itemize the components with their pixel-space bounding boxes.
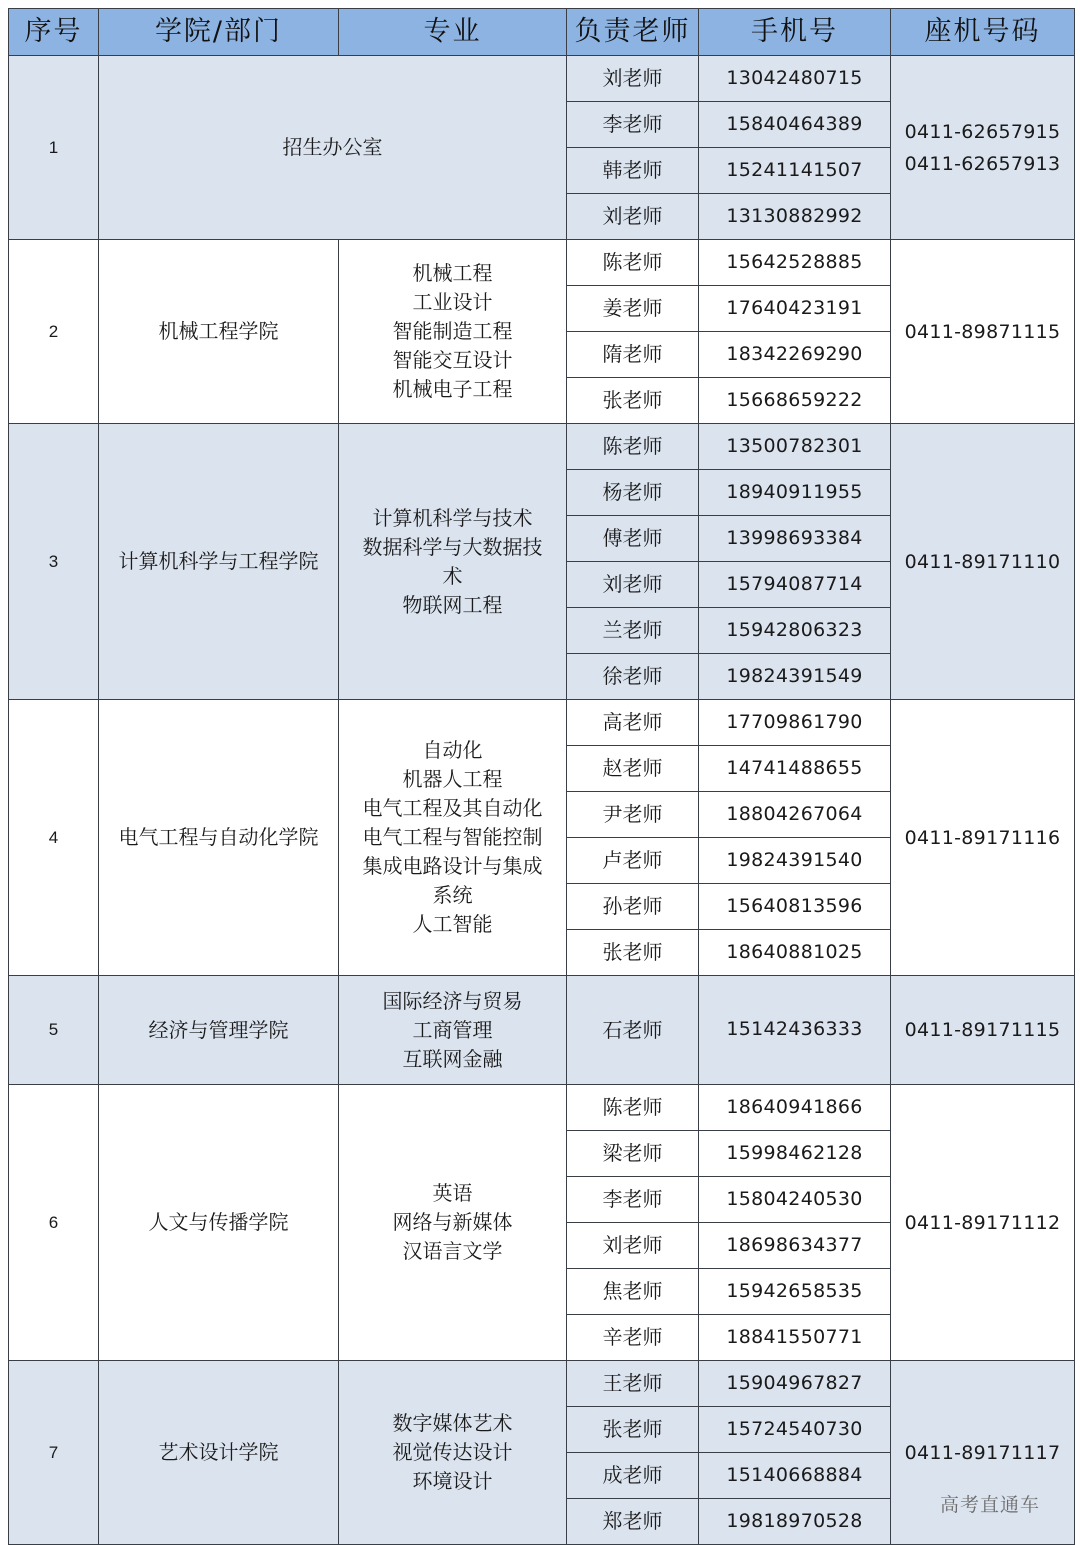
- watermark: 高考直通车: [940, 1494, 1041, 1516]
- teacher-cell: 梁老师: [567, 1131, 699, 1177]
- major-item: 智能交互设计: [392, 348, 513, 372]
- major-item: 视觉传达设计: [392, 1440, 513, 1464]
- teacher-cell: 陈老师: [567, 240, 699, 286]
- teacher-cell: 张老师: [567, 1407, 699, 1453]
- mobile-cell: 19824391540: [699, 838, 891, 884]
- mobile-cell: 15794087714: [699, 562, 891, 608]
- major-item: 系统: [432, 883, 473, 907]
- major-item: 英语: [432, 1181, 473, 1205]
- major-item: 智能制造工程: [392, 319, 513, 343]
- mobile-cell: 18841550771: [699, 1315, 891, 1361]
- major-item: 自动化: [422, 738, 483, 762]
- teacher-cell: 陈老师: [567, 1085, 699, 1131]
- major-item: 人工智能: [412, 912, 493, 936]
- teacher-cell: 郑老师: [567, 1499, 699, 1545]
- major-item: 数据科学与大数据技: [362, 534, 543, 559]
- landline-number: 0411-62657913: [904, 152, 1061, 175]
- major-item: 工商管理: [412, 1017, 493, 1042]
- landline-number: 0411-89171116: [904, 826, 1061, 849]
- mobile-cell: 15140668884: [699, 1453, 891, 1499]
- teacher-cell: 张老师: [567, 930, 699, 976]
- teacher-cell: 李老师: [567, 1177, 699, 1223]
- header-landline: 座机号码: [891, 9, 1075, 56]
- majors-cell: [339, 240, 567, 424]
- teacher-cell: 辛老师: [567, 1315, 699, 1361]
- major-item: 物联网工程: [402, 592, 503, 617]
- mobile-cell: 13042480715: [699, 56, 891, 102]
- major-item: 工业设计: [412, 290, 493, 314]
- teacher-cell: 李老师: [567, 102, 699, 148]
- header-teacher: 负责老师: [567, 9, 699, 56]
- teacher-cell: 赵老师: [567, 746, 699, 792]
- teacher-cell: 张老师: [567, 378, 699, 424]
- teacher-cell: 石老师: [567, 976, 699, 1085]
- college-cell: 电气工程与自动化学院: [99, 700, 339, 976]
- mobile-cell: 18640881025: [699, 930, 891, 976]
- mobile-cell: 18804267064: [699, 792, 891, 838]
- seq-cell: 4: [9, 700, 99, 976]
- table-row: [9, 976, 1075, 1085]
- majors-cell: [339, 1361, 567, 1545]
- admissions-contact-table: [8, 8, 1075, 1545]
- landline-cell: [891, 976, 1075, 1085]
- teacher-cell: 徐老师: [567, 654, 699, 700]
- table-row: [9, 1085, 1075, 1131]
- teacher-cell: 孙老师: [567, 884, 699, 930]
- major-item: 机械工程: [412, 261, 493, 285]
- landline-cell: [891, 240, 1075, 424]
- mobile-cell: 15642528885: [699, 240, 891, 286]
- landline-cell: [891, 424, 1075, 700]
- table-row: [9, 700, 1075, 746]
- landline-number: 0411-89871115: [904, 320, 1061, 343]
- mobile-cell: 15241141507: [699, 148, 891, 194]
- landline-number: 0411-62657915: [904, 120, 1061, 143]
- table-row: [9, 424, 1075, 470]
- header-row: [9, 9, 1075, 56]
- landline-number: 0411-89171117: [904, 1441, 1061, 1464]
- teacher-cell: 卢老师: [567, 838, 699, 884]
- college-cell: 机械工程学院: [99, 240, 339, 424]
- college-cell: 人文与传播学院: [99, 1085, 339, 1361]
- majors-cell: [339, 700, 567, 976]
- header-seq: 序号: [9, 9, 99, 56]
- major-item: 环境设计: [412, 1469, 493, 1493]
- teacher-cell: 韩老师: [567, 148, 699, 194]
- major-item: 互联网金融: [402, 1046, 503, 1071]
- mobile-cell: 17709861790: [699, 700, 891, 746]
- teacher-cell: 刘老师: [567, 194, 699, 240]
- major-item: 汉语言文学: [402, 1239, 503, 1263]
- major-item: 术: [442, 563, 463, 588]
- mobile-cell: 18342269290: [699, 332, 891, 378]
- landline-number: 0411-89171115: [904, 1019, 1061, 1041]
- table-row: [9, 1361, 1075, 1407]
- major-item: 国际经济与贸易: [382, 988, 523, 1013]
- major-item: 网络与新媒体: [392, 1210, 513, 1234]
- landline-number: 0411-89171110: [904, 550, 1061, 573]
- header-major: 专业: [339, 9, 567, 56]
- seq-cell: 2: [9, 240, 99, 424]
- seq-cell: 3: [9, 424, 99, 700]
- table-body: [9, 56, 1075, 1545]
- mobile-cell: 19824391549: [699, 654, 891, 700]
- landline-cell: [891, 700, 1075, 976]
- teacher-cell: 高老师: [567, 700, 699, 746]
- mobile-cell: 15640813596: [699, 884, 891, 930]
- landline-cell: [891, 1085, 1075, 1361]
- college-cell: 招生办公室: [99, 56, 567, 240]
- mobile-cell: 15840464389: [699, 102, 891, 148]
- mobile-cell: 13998693384: [699, 516, 891, 562]
- major-item: 电气工程及其自动化: [362, 796, 543, 820]
- majors-cell: [339, 424, 567, 700]
- mobile-cell: 18640941866: [699, 1085, 891, 1131]
- teacher-cell: 焦老师: [567, 1269, 699, 1315]
- table-row: [9, 56, 1075, 102]
- mobile-cell: 15942806323: [699, 608, 891, 654]
- teacher-cell: 刘老师: [567, 1223, 699, 1269]
- major-item: 集成电路设计与集成: [362, 854, 543, 878]
- mobile-cell: 15998462128: [699, 1131, 891, 1177]
- mobile-cell: 13130882992: [699, 194, 891, 240]
- teacher-cell: 刘老师: [567, 562, 699, 608]
- seq-cell: 5: [9, 976, 99, 1085]
- major-item: 电气工程与智能控制: [362, 825, 543, 849]
- teacher-cell: 姜老师: [567, 286, 699, 332]
- mobile-cell: 15142436333: [699, 976, 891, 1085]
- header-college: 学院/部门: [99, 9, 339, 56]
- mobile-cell: 17640423191: [699, 286, 891, 332]
- major-item: 机械电子工程: [392, 377, 513, 401]
- landline-number: 0411-89171112: [904, 1211, 1061, 1234]
- mobile-cell: 15668659222: [699, 378, 891, 424]
- teacher-cell: 王老师: [567, 1361, 699, 1407]
- mobile-cell: 19818970528: [699, 1499, 891, 1545]
- majors-cell: [339, 1085, 567, 1361]
- mobile-cell: 15904967827: [699, 1361, 891, 1407]
- major-item: 计算机科学与技术: [372, 505, 533, 530]
- landline-cell: [891, 56, 1075, 240]
- mobile-cell: 18940911955: [699, 470, 891, 516]
- teacher-cell: 隋老师: [567, 332, 699, 378]
- mobile-cell: 18698634377: [699, 1223, 891, 1269]
- mobile-cell: 15804240530: [699, 1177, 891, 1223]
- teacher-cell: 陈老师: [567, 424, 699, 470]
- teacher-cell: 傅老师: [567, 516, 699, 562]
- major-item: 数字媒体艺术: [392, 1411, 513, 1435]
- mobile-cell: 14741488655: [699, 746, 891, 792]
- mobile-cell: 15724540730: [699, 1407, 891, 1453]
- seq-cell: 7: [9, 1361, 99, 1545]
- mobile-cell: 13500782301: [699, 424, 891, 470]
- teacher-cell: 成老师: [567, 1453, 699, 1499]
- mobile-cell: 15942658535: [699, 1269, 891, 1315]
- seq-cell: 1: [9, 56, 99, 240]
- seq-cell: 6: [9, 1085, 99, 1361]
- major-item: 机器人工程: [402, 767, 503, 791]
- table-row: [9, 240, 1075, 286]
- teacher-cell: 兰老师: [567, 608, 699, 654]
- teacher-cell: 杨老师: [567, 470, 699, 516]
- college-cell: 经济与管理学院: [99, 976, 339, 1085]
- college-cell: 计算机科学与工程学院: [99, 424, 339, 700]
- teacher-cell: 尹老师: [567, 792, 699, 838]
- college-cell: 艺术设计学院: [99, 1361, 339, 1545]
- teacher-cell: 刘老师: [567, 56, 699, 102]
- majors-cell: [339, 976, 567, 1085]
- header-mobile: 手机号: [699, 9, 891, 56]
